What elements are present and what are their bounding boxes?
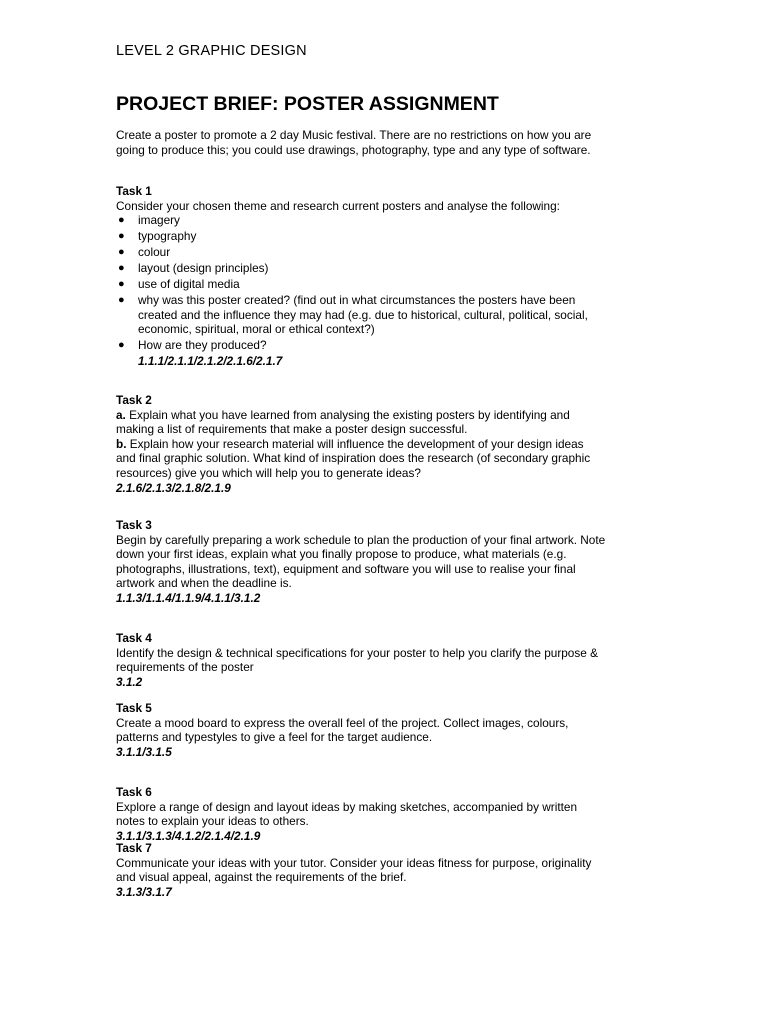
task-7-line: Communicate your ideas with your tutor. Consider your ideas fitness for purpose, originality	[116, 855, 592, 870]
task-2-part-b-line: resources) give you which will help you to generate ideas?	[116, 465, 421, 480]
list-item: ● colour	[118, 245, 171, 260]
list-item: ● How are they produced?	[118, 338, 267, 353]
task-5-criteria: 3.1.1/3.1.5	[116, 744, 172, 759]
task-3-section	[116, 518, 656, 606]
intro-line: going to produce this; you could use drawings, photography, type and any type of software.	[116, 142, 591, 157]
task-2-part-b: b. Explain how your research material will influence the development of your design ideas	[116, 436, 584, 451]
task-6-section	[116, 785, 656, 843]
task-1-criteria: 1.1.1/2.1.1/2.1.2/2.1.6/2.1.7	[138, 354, 283, 369]
task-7-heading: Task 7	[116, 841, 152, 855]
task-1-lead: Consider your chosen theme and research current posters and analyse the following:	[116, 198, 560, 213]
task-6-heading: Task 6	[116, 785, 152, 799]
list-item: ● why was this poster created? (find out in what circumstances the posters have been created and the influence they may had (e.g. due to historical, cultural, political, social, economic, spiritual, moral or ethical context?)	[118, 293, 588, 337]
task-1-bullet-list	[116, 213, 656, 353]
part-label: a.	[116, 407, 126, 422]
task-6-line: notes to explain your ideas to others.	[116, 814, 309, 829]
task-1-heading: Task 1	[116, 184, 152, 198]
task-4-section	[116, 631, 656, 689]
bullet-icon: ●	[118, 230, 125, 243]
task-3-criteria: 1.1.3/1.1.4/1.1.9/4.1.1/3.1.2	[116, 590, 261, 605]
task-2-part-b-line: and final graphic solution. What kind of inspiration does the research (of secondary graphic	[116, 451, 591, 466]
task-3-line: Begin by carefully preparing a work schedule to plan the production of your final artwork. Note	[116, 532, 606, 547]
task-2-section	[116, 393, 656, 495]
list-item: ● imagery	[118, 213, 180, 228]
bullet-icon: ●	[118, 339, 125, 352]
bullet-icon: ●	[118, 294, 125, 307]
task-4-heading: Task 4	[116, 631, 152, 645]
task-2-part-a-line: making a list of requirements that make a poster design successful.	[116, 422, 468, 437]
task-6-criteria: 3.1.1/3.1.3/4.1.2/2.1.4/2.1.9	[116, 828, 261, 843]
task-4-line: Identify the design & technical specifications for your poster to help you clarify the purpose &	[116, 645, 598, 660]
task-7-section	[116, 841, 656, 899]
task-7-line: and visual appeal, against the requirements of the brief.	[116, 870, 407, 885]
task-5-heading: Task 5	[116, 701, 152, 715]
task-1-section	[116, 184, 656, 369]
task-7-criteria: 3.1.3/3.1.7	[116, 884, 172, 899]
bullet-icon: ●	[118, 278, 125, 291]
part-label: b.	[116, 436, 127, 451]
task-6-line: Explore a range of design and layout ideas by making sketches, accompanied by written	[116, 799, 578, 814]
bullet-icon: ●	[118, 214, 125, 227]
task-3-line: photographs, illustrations, text), equipment and software you will use to realise your final	[116, 561, 576, 576]
bullet-icon: ●	[118, 246, 125, 259]
task-4-line: requirements of the poster	[116, 660, 254, 675]
task-3-line: down your first ideas, explain what you finally propose to produce, what materials (e.g.	[116, 547, 567, 562]
task-4-criteria: 3.1.2	[116, 674, 143, 689]
task-3-heading: Task 3	[116, 518, 152, 532]
intro-line: Create a poster to promote a 2 day Music festival. There are no restrictions on how you are	[116, 128, 592, 142]
list-item: ● layout (design principles)	[118, 261, 269, 276]
task-2-criteria: 2.1.6/2.1.3/2.1.8/2.1.9	[116, 480, 231, 495]
task-2-part-a: a. Explain what you have learned from analysing the existing posters by identifying and	[116, 407, 570, 422]
task-3-line: artwork and when the deadline is.	[116, 576, 292, 591]
task-2-heading: Task 2	[116, 393, 152, 407]
list-item: ● use of digital media	[118, 277, 240, 292]
task-5-line: patterns and typestyles to give a feel for the target audience.	[116, 730, 433, 745]
page-title: PROJECT BRIEF: POSTER ASSIGNMENT	[116, 93, 499, 115]
bullet-icon: ●	[118, 262, 125, 275]
task-5-line: Create a mood board to express the overall feel of the project. Collect images, colours,	[116, 715, 569, 730]
task-5-section	[116, 701, 656, 759]
page-header: LEVEL 2 GRAPHIC DESIGN	[116, 43, 307, 59]
list-item: ● typography	[118, 229, 197, 244]
intro-paragraph	[116, 128, 656, 157]
